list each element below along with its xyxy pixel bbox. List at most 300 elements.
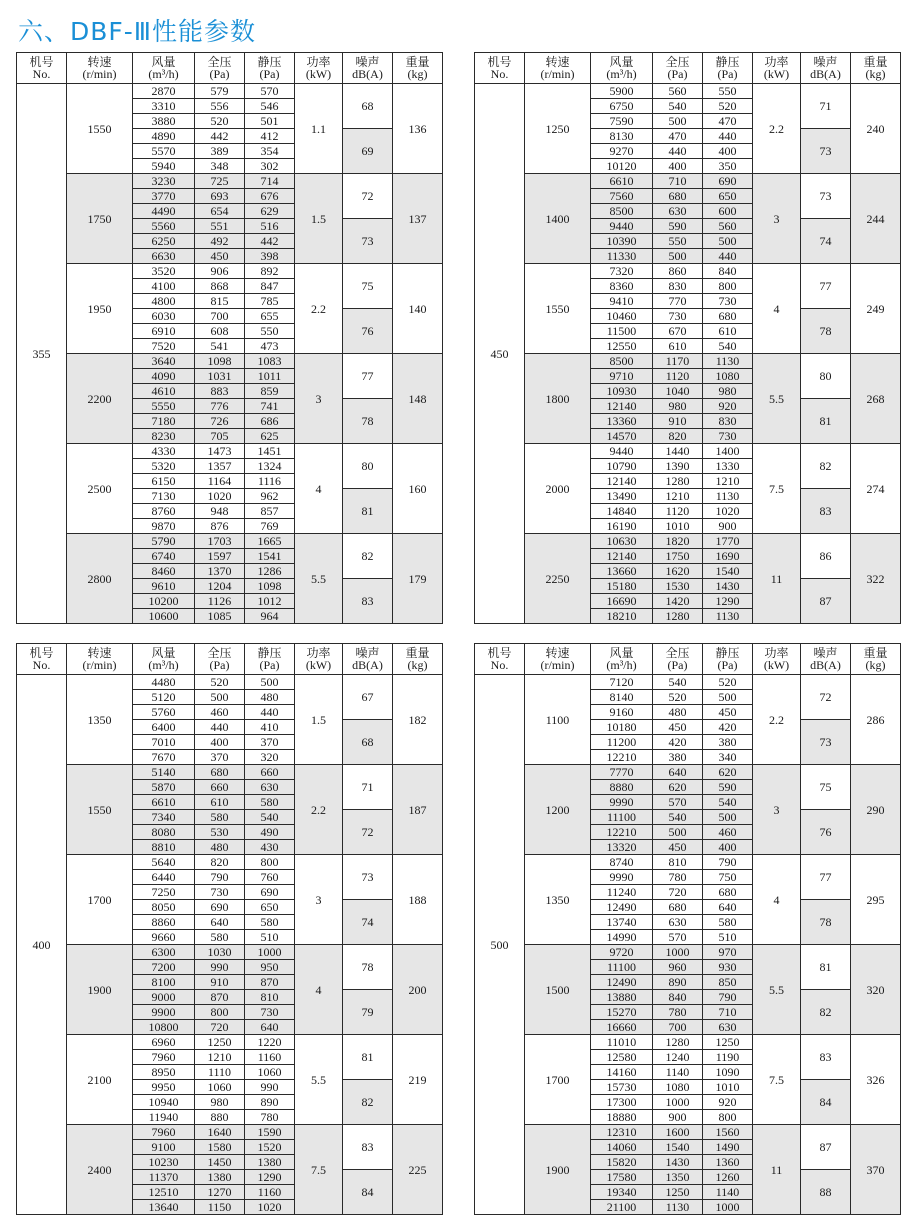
total-pressure-cell: 1030 [195, 945, 245, 960]
static-pressure-cell: 440 [245, 705, 295, 720]
total-pressure-cell: 1210 [653, 489, 703, 504]
static-pressure-cell: 398 [245, 249, 295, 264]
header-power-label: 功率 [764, 55, 789, 69]
power-cell: 7.5 [753, 444, 801, 534]
static-pressure-cell: 320 [245, 750, 295, 765]
static-pressure-cell: 590 [703, 780, 753, 795]
flow-cell: 13320 [591, 840, 653, 855]
header-speed-unit: (r/min) [540, 67, 575, 81]
static-pressure-cell: 760 [245, 870, 295, 885]
total-pressure-cell: 720 [653, 885, 703, 900]
flow-cell: 7590 [591, 114, 653, 129]
total-pressure-cell: 980 [195, 1095, 245, 1110]
model-number-cell: 355 [17, 84, 67, 624]
total-pressure-cell: 1420 [653, 594, 703, 609]
total-pressure-cell: 1280 [653, 609, 703, 624]
total-pressure-cell: 450 [653, 840, 703, 855]
total-pressure-cell: 730 [195, 885, 245, 900]
static-pressure-cell: 1540 [703, 564, 753, 579]
static-pressure-cell: 1541 [245, 549, 295, 564]
flow-cell: 6610 [133, 795, 195, 810]
power-cell: 2.2 [753, 675, 801, 765]
total-pressure-cell: 1620 [653, 564, 703, 579]
weight-cell: 187 [393, 765, 443, 855]
noise-cell: 82 [801, 990, 851, 1035]
static-pressure-cell: 930 [703, 960, 753, 975]
static-pressure-cell: 340 [703, 750, 753, 765]
table-header [475, 53, 901, 84]
total-pressure-cell: 500 [653, 114, 703, 129]
flow-cell: 14160 [591, 1065, 653, 1080]
header-flow-label: 风量 [609, 646, 634, 660]
total-pressure-cell: 726 [195, 414, 245, 429]
header-speed-unit: (r/min) [82, 67, 117, 81]
header-power [753, 644, 801, 675]
header-noise [801, 53, 851, 84]
static-pressure-cell: 540 [703, 795, 753, 810]
weight-cell: 286 [851, 675, 901, 765]
flow-cell: 9950 [133, 1080, 195, 1095]
table-row [475, 765, 901, 780]
static-pressure-cell: 800 [245, 855, 295, 870]
static-pressure-cell: 710 [703, 1005, 753, 1020]
header-model-unit: No. [32, 67, 51, 81]
static-pressure-cell: 1020 [245, 1200, 295, 1215]
noise-cell: 76 [343, 309, 393, 354]
header-noise-label: 噪声 [355, 646, 380, 660]
static-pressure-cell: 920 [703, 399, 753, 414]
static-pressure-cell: 560 [703, 219, 753, 234]
header-model [475, 53, 525, 84]
total-pressure-cell: 1370 [195, 564, 245, 579]
power-cell: 4 [753, 264, 801, 354]
flow-cell: 5140 [133, 765, 195, 780]
static-pressure-cell: 580 [245, 915, 295, 930]
table-row [475, 264, 901, 279]
static-pressure-cell: 1140 [703, 1185, 753, 1200]
total-pressure-cell: 693 [195, 189, 245, 204]
flow-cell: 5320 [133, 459, 195, 474]
flow-cell: 10600 [133, 609, 195, 624]
noise-cell: 73 [801, 129, 851, 174]
static-pressure-cell: 1490 [703, 1140, 753, 1155]
flow-cell: 9720 [591, 945, 653, 960]
header-static-pressure [703, 53, 753, 84]
total-pressure-cell: 1450 [195, 1155, 245, 1170]
weight-cell: 244 [851, 174, 901, 264]
weight-cell: 179 [393, 534, 443, 624]
table-row [17, 534, 443, 549]
weight-cell: 219 [393, 1035, 443, 1125]
flow-cell: 6400 [133, 720, 195, 735]
table-body [475, 675, 901, 1215]
header-speed-label: 转速 [87, 55, 112, 69]
total-pressure-cell: 705 [195, 429, 245, 444]
static-pressure-cell: 380 [703, 735, 753, 750]
total-pressure-cell: 690 [195, 900, 245, 915]
static-pressure-cell: 510 [703, 930, 753, 945]
total-pressure-cell: 1280 [653, 474, 703, 489]
total-pressure-cell: 400 [653, 159, 703, 174]
speed-cell: 1750 [67, 174, 133, 264]
total-pressure-cell: 815 [195, 294, 245, 309]
power-cell: 5.5 [295, 534, 343, 624]
header-total-pressure-label: 全压 [665, 55, 690, 69]
total-pressure-cell: 1080 [653, 1080, 703, 1095]
static-pressure-cell: 730 [245, 1005, 295, 1020]
flow-cell: 8230 [133, 429, 195, 444]
total-pressure-cell: 820 [653, 429, 703, 444]
total-pressure-cell: 1350 [653, 1170, 703, 1185]
static-pressure-cell: 470 [703, 114, 753, 129]
header-total-pressure-label: 全压 [207, 55, 232, 69]
static-pressure-cell: 990 [245, 1080, 295, 1095]
flow-cell: 9100 [133, 1140, 195, 1155]
speed-cell: 1800 [525, 354, 591, 444]
flow-cell: 10800 [133, 1020, 195, 1035]
total-pressure-cell: 1540 [653, 1140, 703, 1155]
power-cell: 2.2 [295, 264, 343, 354]
total-pressure-cell: 790 [195, 870, 245, 885]
total-pressure-cell: 1210 [195, 1050, 245, 1065]
total-pressure-cell: 1150 [195, 1200, 245, 1215]
static-pressure-cell: 540 [245, 810, 295, 825]
weight-cell: 188 [393, 855, 443, 945]
static-pressure-cell: 500 [703, 690, 753, 705]
static-pressure-cell: 473 [245, 339, 295, 354]
total-pressure-cell: 780 [653, 1005, 703, 1020]
static-pressure-cell: 1090 [703, 1065, 753, 1080]
flow-cell: 3770 [133, 189, 195, 204]
noise-cell: 77 [801, 264, 851, 309]
header-model-label: 机号 [487, 646, 512, 660]
noise-cell: 88 [801, 1170, 851, 1215]
static-pressure-cell: 1116 [245, 474, 295, 489]
table-row [475, 1035, 901, 1050]
static-pressure-cell: 840 [703, 264, 753, 279]
flow-cell: 7130 [133, 489, 195, 504]
static-pressure-cell: 1770 [703, 534, 753, 549]
header-flow-unit: (m³/h) [148, 658, 179, 672]
flow-cell: 13490 [591, 489, 653, 504]
power-cell: 5.5 [295, 1035, 343, 1125]
static-pressure-cell: 870 [245, 975, 295, 990]
noise-cell: 83 [343, 579, 393, 624]
header-weight-label: 重量 [405, 646, 430, 660]
static-pressure-cell: 1130 [703, 354, 753, 369]
flow-cell: 4800 [133, 294, 195, 309]
static-pressure-cell: 370 [245, 735, 295, 750]
static-pressure-cell: 629 [245, 204, 295, 219]
weight-cell: 240 [851, 84, 901, 174]
flow-cell: 9610 [133, 579, 195, 594]
flow-cell: 16690 [591, 594, 653, 609]
header-weight-label: 重量 [863, 646, 888, 660]
static-pressure-cell: 400 [703, 144, 753, 159]
total-pressure-cell: 1085 [195, 609, 245, 624]
power-cell: 7.5 [753, 1035, 801, 1125]
flow-cell: 8500 [591, 204, 653, 219]
total-pressure-cell: 820 [195, 855, 245, 870]
header-total-pressure-unit: (Pa) [667, 658, 688, 672]
static-pressure-cell: 630 [703, 1020, 753, 1035]
total-pressure-cell: 1390 [653, 459, 703, 474]
static-pressure-cell: 1520 [245, 1140, 295, 1155]
static-pressure-cell: 980 [703, 384, 753, 399]
noise-cell: 77 [343, 354, 393, 399]
flow-cell: 12140 [591, 549, 653, 564]
flow-cell: 7340 [133, 810, 195, 825]
flow-cell: 12580 [591, 1050, 653, 1065]
weight-cell: 326 [851, 1035, 901, 1125]
static-pressure-cell: 1010 [703, 1080, 753, 1095]
total-pressure-cell: 1600 [653, 1125, 703, 1140]
static-pressure-cell: 516 [245, 219, 295, 234]
flow-cell: 10790 [591, 459, 653, 474]
header-weight-label: 重量 [863, 55, 888, 69]
table-row [17, 444, 443, 459]
total-pressure-cell: 500 [653, 825, 703, 840]
total-pressure-cell: 590 [653, 219, 703, 234]
flow-cell: 7960 [133, 1050, 195, 1065]
static-pressure-cell: 1690 [703, 549, 753, 564]
flow-cell: 5550 [133, 399, 195, 414]
header-flow [133, 53, 195, 84]
noise-cell: 74 [343, 900, 393, 945]
table-row [17, 354, 443, 369]
static-pressure-cell: 680 [703, 309, 753, 324]
noise-cell: 74 [801, 219, 851, 264]
static-pressure-cell: 1160 [245, 1050, 295, 1065]
total-pressure-cell: 1120 [653, 504, 703, 519]
noise-cell: 78 [801, 309, 851, 354]
header-flow-unit: (m³/h) [148, 67, 179, 81]
static-pressure-cell: 1130 [703, 489, 753, 504]
header-model [17, 53, 67, 84]
static-pressure-cell: 790 [703, 855, 753, 870]
flow-cell: 4890 [133, 129, 195, 144]
total-pressure-cell: 780 [653, 870, 703, 885]
speed-cell: 1550 [67, 84, 133, 174]
flow-cell: 8740 [591, 855, 653, 870]
table-body [17, 84, 443, 624]
table-row [475, 945, 901, 960]
header-speed [525, 644, 591, 675]
flow-cell: 11370 [133, 1170, 195, 1185]
flow-cell: 10390 [591, 234, 653, 249]
total-pressure-cell: 540 [653, 675, 703, 690]
weight-cell: 249 [851, 264, 901, 354]
table-row [475, 84, 901, 99]
total-pressure-cell: 1357 [195, 459, 245, 474]
flow-cell: 5640 [133, 855, 195, 870]
noise-cell: 82 [801, 444, 851, 489]
noise-cell: 84 [801, 1080, 851, 1125]
power-cell: 2.2 [753, 84, 801, 174]
header-static-pressure-unit: (Pa) [259, 658, 280, 672]
total-pressure-cell: 810 [653, 855, 703, 870]
weight-cell: 274 [851, 444, 901, 534]
noise-cell: 67 [343, 675, 393, 720]
flow-cell: 6030 [133, 309, 195, 324]
header-static-pressure-label: 静压 [257, 646, 282, 660]
header-row [17, 53, 443, 84]
weight-cell: 225 [393, 1125, 443, 1215]
noise-cell: 80 [801, 354, 851, 399]
static-pressure-cell: 1083 [245, 354, 295, 369]
static-pressure-cell: 354 [245, 144, 295, 159]
total-pressure-cell: 541 [195, 339, 245, 354]
total-pressure-cell: 370 [195, 750, 245, 765]
total-pressure-cell: 906 [195, 264, 245, 279]
static-pressure-cell: 1060 [245, 1065, 295, 1080]
header-row [475, 644, 901, 675]
flow-cell: 10930 [591, 384, 653, 399]
total-pressure-cell: 1473 [195, 444, 245, 459]
flow-cell: 6960 [133, 1035, 195, 1050]
noise-cell: 83 [801, 489, 851, 534]
flow-cell: 10460 [591, 309, 653, 324]
static-pressure-cell: 730 [703, 294, 753, 309]
total-pressure-cell: 551 [195, 219, 245, 234]
header-power-unit: (kW) [305, 658, 332, 672]
weight-cell: 137 [393, 174, 443, 264]
static-pressure-cell: 440 [703, 249, 753, 264]
header-static-pressure [245, 644, 295, 675]
total-pressure-cell: 1098 [195, 354, 245, 369]
flow-cell: 11200 [591, 735, 653, 750]
total-pressure-cell: 770 [653, 294, 703, 309]
static-pressure-cell: 1360 [703, 1155, 753, 1170]
table-row [17, 855, 443, 870]
flow-cell: 7180 [133, 414, 195, 429]
total-pressure-cell: 570 [653, 930, 703, 945]
header-total-pressure [653, 53, 703, 84]
flow-cell: 9440 [591, 219, 653, 234]
weight-cell: 200 [393, 945, 443, 1035]
noise-cell: 73 [343, 855, 393, 900]
header-noise-unit: dB(A) [352, 67, 383, 81]
total-pressure-cell: 1250 [195, 1035, 245, 1050]
noise-cell: 72 [343, 810, 393, 855]
header-speed-label: 转速 [545, 646, 570, 660]
header-flow-label: 风量 [151, 646, 176, 660]
performance-table-355 [16, 52, 443, 624]
flow-cell: 5940 [133, 159, 195, 174]
total-pressure-cell: 1000 [653, 1095, 703, 1110]
static-pressure-cell: 540 [703, 339, 753, 354]
flow-cell: 5570 [133, 144, 195, 159]
total-pressure-cell: 540 [653, 99, 703, 114]
total-pressure-cell: 520 [195, 675, 245, 690]
weight-cell: 268 [851, 354, 901, 444]
flow-cell: 7770 [591, 765, 653, 780]
power-cell: 5.5 [753, 945, 801, 1035]
total-pressure-cell: 800 [195, 1005, 245, 1020]
static-pressure-cell: 500 [703, 234, 753, 249]
total-pressure-cell: 900 [653, 1110, 703, 1125]
flow-cell: 3520 [133, 264, 195, 279]
power-cell: 3 [753, 765, 801, 855]
header-model [17, 644, 67, 675]
total-pressure-cell: 910 [195, 975, 245, 990]
static-pressure-cell: 500 [703, 810, 753, 825]
static-pressure-cell: 1330 [703, 459, 753, 474]
total-pressure-cell: 610 [195, 795, 245, 810]
table-row [475, 855, 901, 870]
static-pressure-cell: 442 [245, 234, 295, 249]
static-pressure-cell: 1380 [245, 1155, 295, 1170]
static-pressure-cell: 580 [245, 795, 295, 810]
header-total-pressure-unit: (Pa) [209, 658, 230, 672]
total-pressure-cell: 725 [195, 174, 245, 189]
table-row [17, 174, 443, 189]
static-pressure-cell: 412 [245, 129, 295, 144]
total-pressure-cell: 420 [653, 735, 703, 750]
flow-cell: 14840 [591, 504, 653, 519]
flow-cell: 9870 [133, 519, 195, 534]
static-pressure-cell: 714 [245, 174, 295, 189]
static-pressure-cell: 890 [245, 1095, 295, 1110]
static-pressure-cell: 780 [245, 1110, 295, 1125]
total-pressure-cell: 1110 [195, 1065, 245, 1080]
noise-cell: 81 [801, 399, 851, 444]
total-pressure-cell: 680 [653, 900, 703, 915]
power-cell: 1.5 [295, 675, 343, 765]
flow-cell: 5790 [133, 534, 195, 549]
static-pressure-cell: 1020 [703, 504, 753, 519]
static-pressure-cell: 460 [703, 825, 753, 840]
flow-cell: 4480 [133, 675, 195, 690]
flow-cell: 6610 [591, 174, 653, 189]
flow-cell: 6750 [591, 99, 653, 114]
power-cell: 4 [753, 855, 801, 945]
total-pressure-cell: 1380 [195, 1170, 245, 1185]
total-pressure-cell: 1060 [195, 1080, 245, 1095]
speed-cell: 2100 [67, 1035, 133, 1125]
total-pressure-cell: 1120 [653, 369, 703, 384]
total-pressure-cell: 680 [653, 189, 703, 204]
total-pressure-cell: 580 [195, 810, 245, 825]
total-pressure-cell: 670 [653, 324, 703, 339]
header-flow-unit: (m³/h) [606, 67, 637, 81]
noise-cell: 73 [801, 720, 851, 765]
weight-cell: 140 [393, 264, 443, 354]
noise-cell: 82 [343, 534, 393, 579]
speed-cell: 1500 [525, 945, 591, 1035]
header-row [17, 644, 443, 675]
flow-cell: 4610 [133, 384, 195, 399]
static-pressure-cell: 785 [245, 294, 295, 309]
total-pressure-cell: 500 [195, 690, 245, 705]
header-model-unit: No. [490, 67, 509, 81]
header-weight-label: 重量 [405, 55, 430, 69]
flow-cell: 4100 [133, 279, 195, 294]
total-pressure-cell: 860 [653, 264, 703, 279]
static-pressure-cell: 830 [703, 414, 753, 429]
static-pressure-cell: 1560 [703, 1125, 753, 1140]
total-pressure-cell: 1170 [653, 354, 703, 369]
total-pressure-cell: 870 [195, 990, 245, 1005]
page-title: 六、DBF-Ⅲ性能参数 [18, 17, 257, 46]
static-pressure-cell: 676 [245, 189, 295, 204]
noise-cell: 81 [801, 945, 851, 990]
weight-cell: 148 [393, 354, 443, 444]
speed-cell: 1200 [525, 765, 591, 855]
flow-cell: 16660 [591, 1020, 653, 1035]
total-pressure-cell: 608 [195, 324, 245, 339]
header-power [753, 53, 801, 84]
